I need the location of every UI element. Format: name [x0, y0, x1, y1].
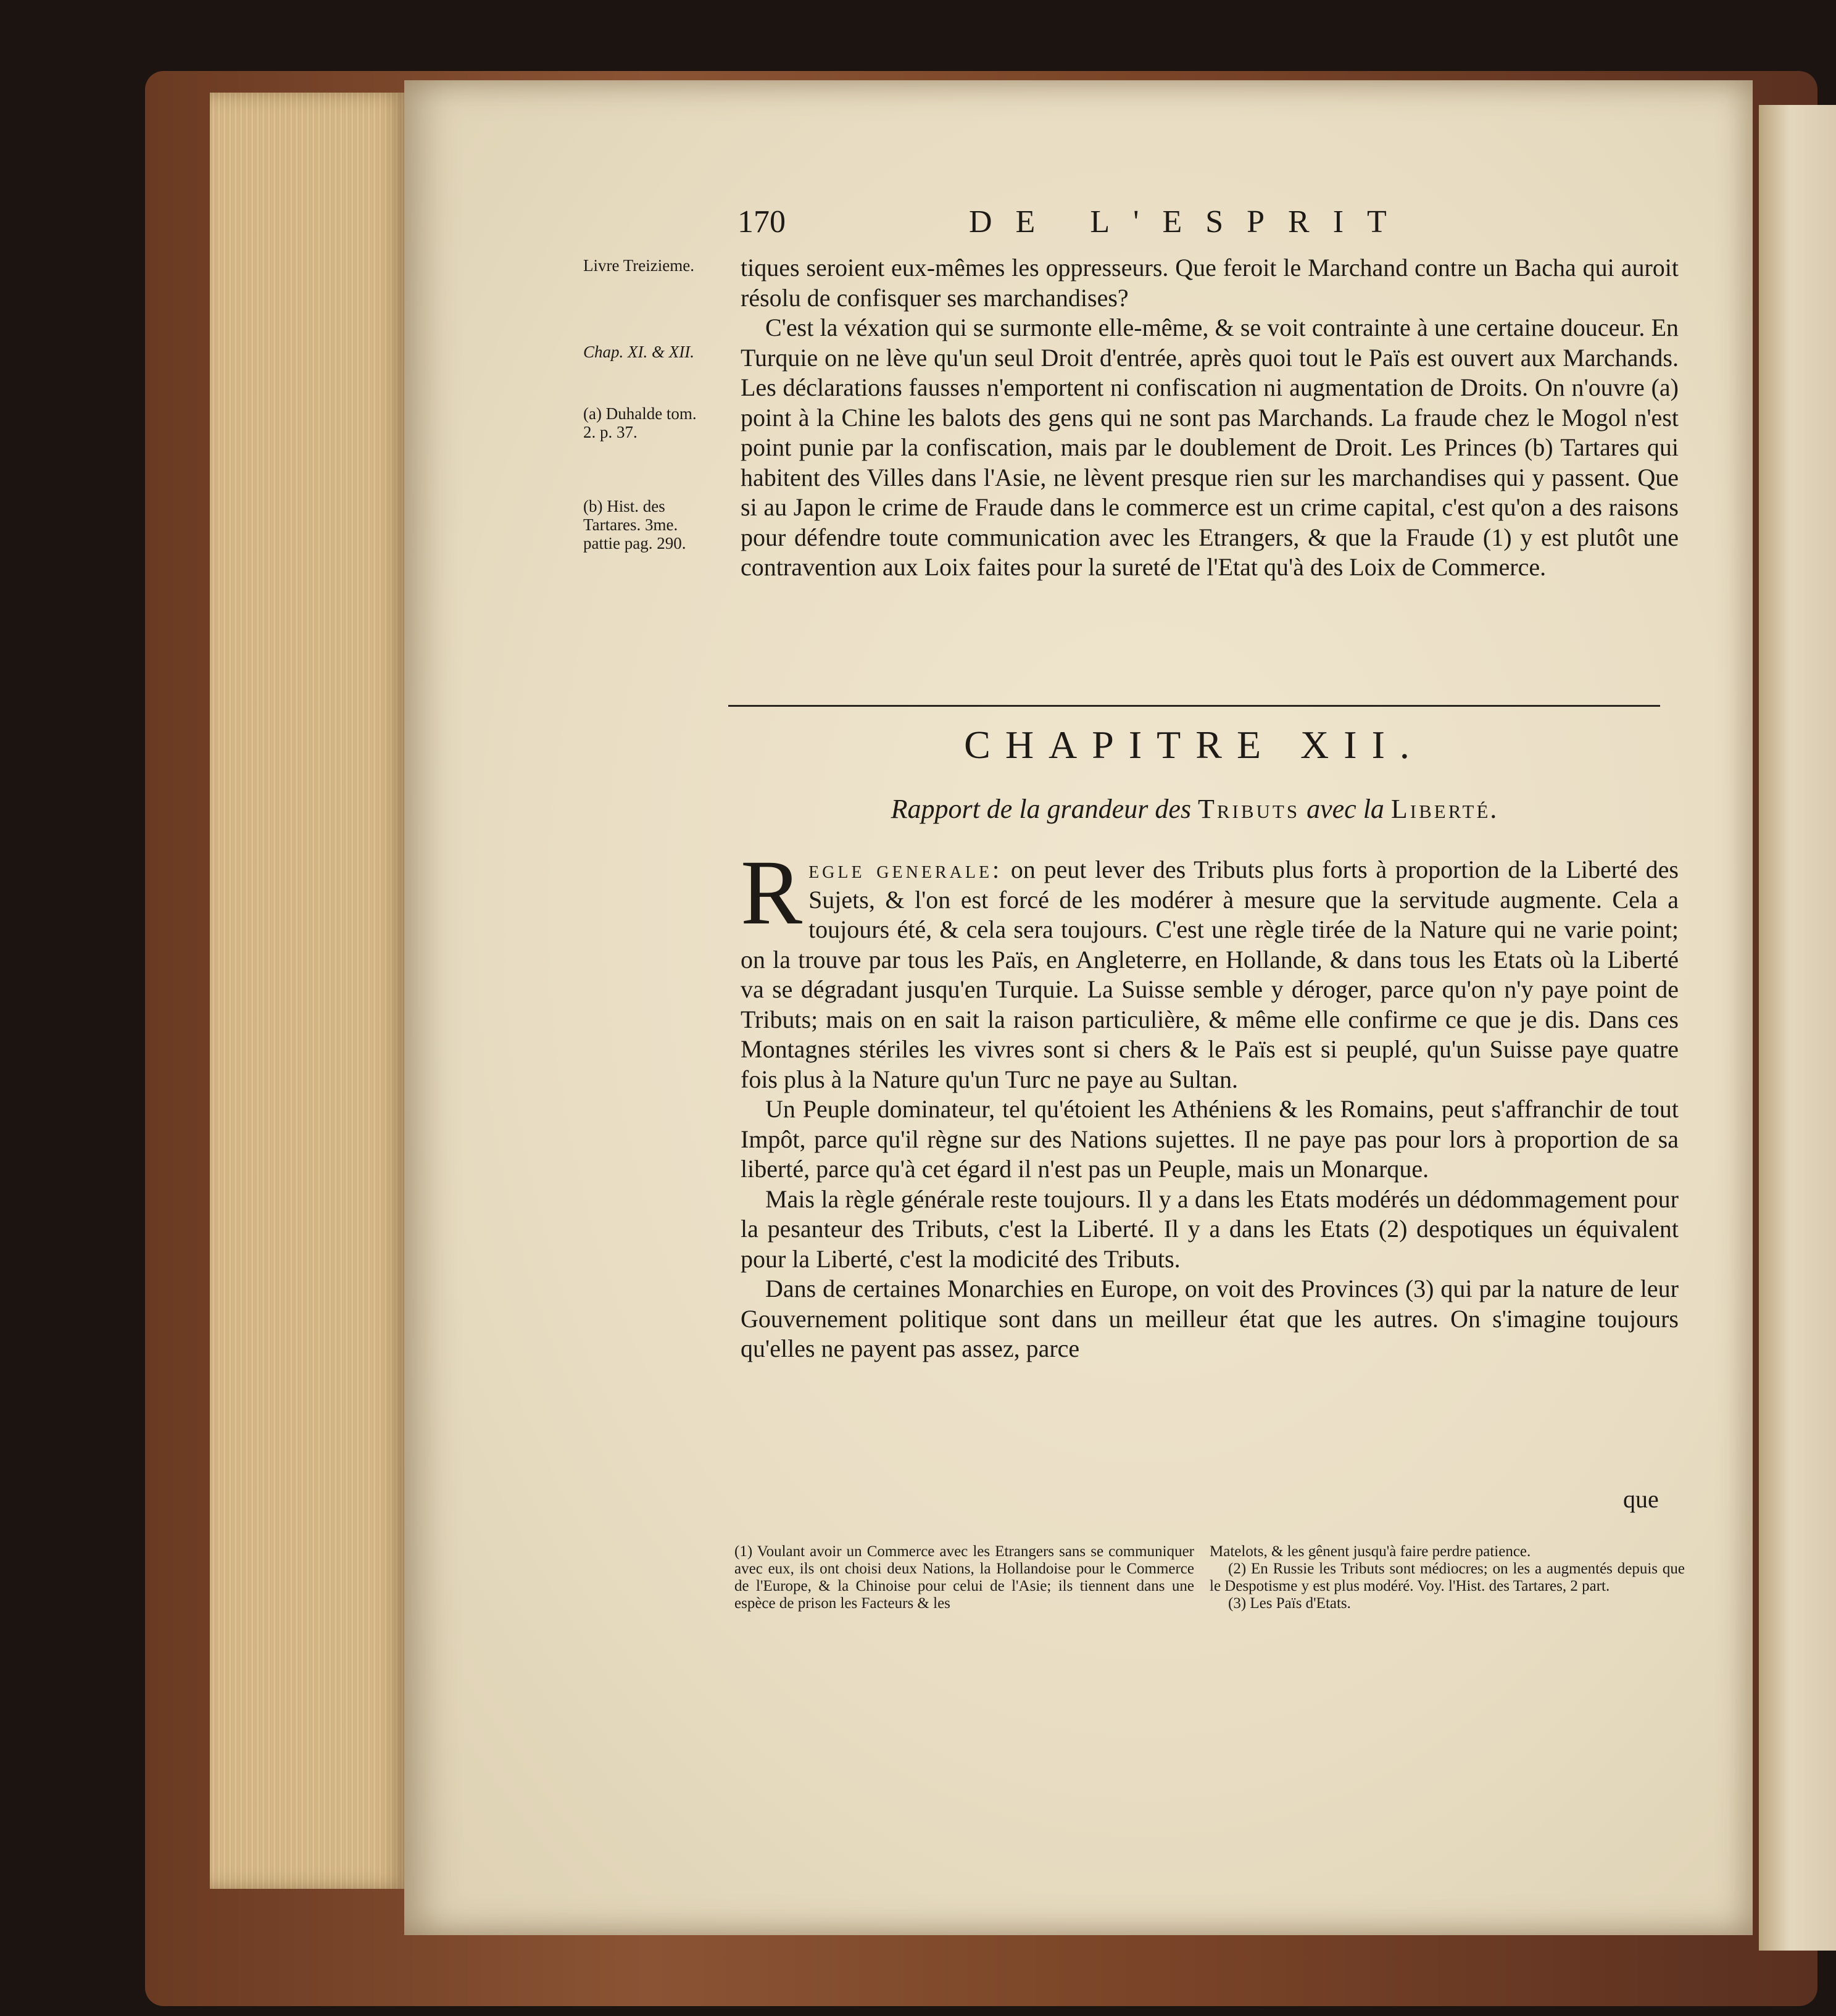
footnote: (1) Voulant avoir un Commerce avec les Etrangers sans se communiquer avec eux, ils ont choisi deux Nations, la Hollandoise pour le Commerce de l'Europe, & la Chinoise pour celui de l'Asie; ils tiennent dans une espèce de prison les Facteurs & les — [734, 1543, 1194, 1612]
paragraph: Un Peuple dominateur, tel qu'étoient les Athéniens & les Romains, peut s'affranchir de tout Impôt, parce qu'il règne sur des Nations sujettes. Il ne paye pas pour lors à proportion de sa liberté, parce qu'à cet égard il n'est pas un Peuple, mais un Monarque. — [741, 1095, 1679, 1183]
paragraph: Mais la règle générale reste toujours. Il y a dans les Etats modérés un dédommagement pour la pesanteur des Tributs, c'est la Liberté. Il y a dans les Etats (2) despotiques un équivalent pour la Liberté, c'est la modicité des Tributs. — [741, 1185, 1679, 1273]
subtitle-part: . — [1490, 794, 1498, 824]
footnote: Matelots, & les gênent jusqu'à faire perdre patience. — [1210, 1543, 1531, 1560]
margin-note-b: (b) Hist. des Tartares. 3me. pattie pag. 290. — [583, 497, 686, 552]
margin-book-label: Livre Treizieme. — [583, 256, 694, 275]
catchword: que — [1623, 1485, 1659, 1513]
margin-note-a: (a) Duhalde tom. 2. p. 37. — [583, 404, 697, 441]
page-number: 170 — [737, 204, 786, 240]
paragraph: C'est la véxation qui se surmonte elle-même, & se voit contrainte à une certaine douceur. En Turquie on ne lève qu'un seul Droit d'entrée, après quoi tout le Païs est ouvert aux Marchands. Les déclarations fausses n'emportent ni confiscation ni augmentation de Droits. On n'ouvre (a) point à la Chine les balots des gens qui ne sont pas Marchands. La fraude chez le Mogol n'est point punie par la confiscation, mais par le doublement de Droit. Les Princes (b) Tartares qui habitent des Villes dans l'Asie, ne lèvent presque rien sur les marchandises qui y passent. Que si au Japon le crime de Fraude dans le commerce est un crime capital, c'est qu'on a des raisons pour défendre toute communication avec les Etrangers, & que la Fraude (1) y est plutôt une contravention aux Loix faites pour la sureté de l'Etat qu'à des Loix de Commerce. — [741, 314, 1679, 581]
section-divider — [728, 705, 1660, 707]
subtitle-caps: Liberté — [1390, 794, 1491, 824]
chapter-xii-text — [741, 841, 1679, 1364]
chapter-xi-text — [741, 253, 1679, 583]
paragraph-text: on peut lever des Tributs plus forts à proportion de la Liberté des Sujets, & l'on est forcé de les modérer à mesure que la servitude augmente. Cela a toujours été, & cela sera toujours. C'est une règle tirée de la Nature qui ne varie point; on la trouve par tous les Païs, en Angleterre, en Hollande, & dans tous les Etats où la Liberté va se dégradant jusqu'en Turquie. La Suisse semble y déroger, parce qu'on n'y paye point de Tributs; mais on en sait la raison particulière, & même elle confirme ce que je dis. Dans ces Montagnes stériles les vivres sont si chers & le Païs est si peuplé, qu'un Suisse paye quatre fois plus à la Nature qu'un Turc ne paye au Sultan. — [741, 856, 1679, 1093]
subtitle-part: Rapport de la grandeur des — [891, 794, 1198, 824]
subtitle-part: avec la — [1300, 794, 1391, 824]
paragraph: tiques seroient eux-mêmes les oppresseurs. Que feroit le Marchand contre un Bacha qui auroit résolu de confisquer ses marchandises? — [741, 254, 1679, 312]
margin-chapter-ref: Chap. XI. & XII. — [583, 343, 694, 361]
paragraph: Dans de certaines Monarchies en Europe, on voit des Provinces (3) qui par la nature de leur Gouvernement politique sont dans un meilleur état que les autres. On s'imagine toujours qu'elles ne payent pas assez, parce — [741, 1275, 1679, 1362]
chapter-subtitle — [728, 793, 1660, 825]
footnotes-left — [734, 1543, 1194, 1612]
chapter-title: CHAPITRE XII. — [964, 723, 1424, 767]
running-title: DE L'ESPRIT — [969, 204, 1410, 240]
page-edges — [210, 93, 407, 1889]
drop-cap: R — [741, 841, 803, 944]
lead-caps: egle generale: — [808, 856, 1003, 883]
facing-page-edge — [1759, 105, 1836, 1951]
footnote: (2) En Russie les Tributs sont médiocres; on les a augmentés depuis que le Despotisme y est plus modéré. Voy. l'Hist. des Tartares, 2 part. — [1210, 1560, 1685, 1594]
footnotes-right — [1210, 1543, 1685, 1612]
footnote: (3) Les Païs d'Etats. — [1228, 1595, 1351, 1612]
paragraph — [741, 841, 1679, 1094]
subtitle-caps: Tributs — [1197, 794, 1300, 824]
